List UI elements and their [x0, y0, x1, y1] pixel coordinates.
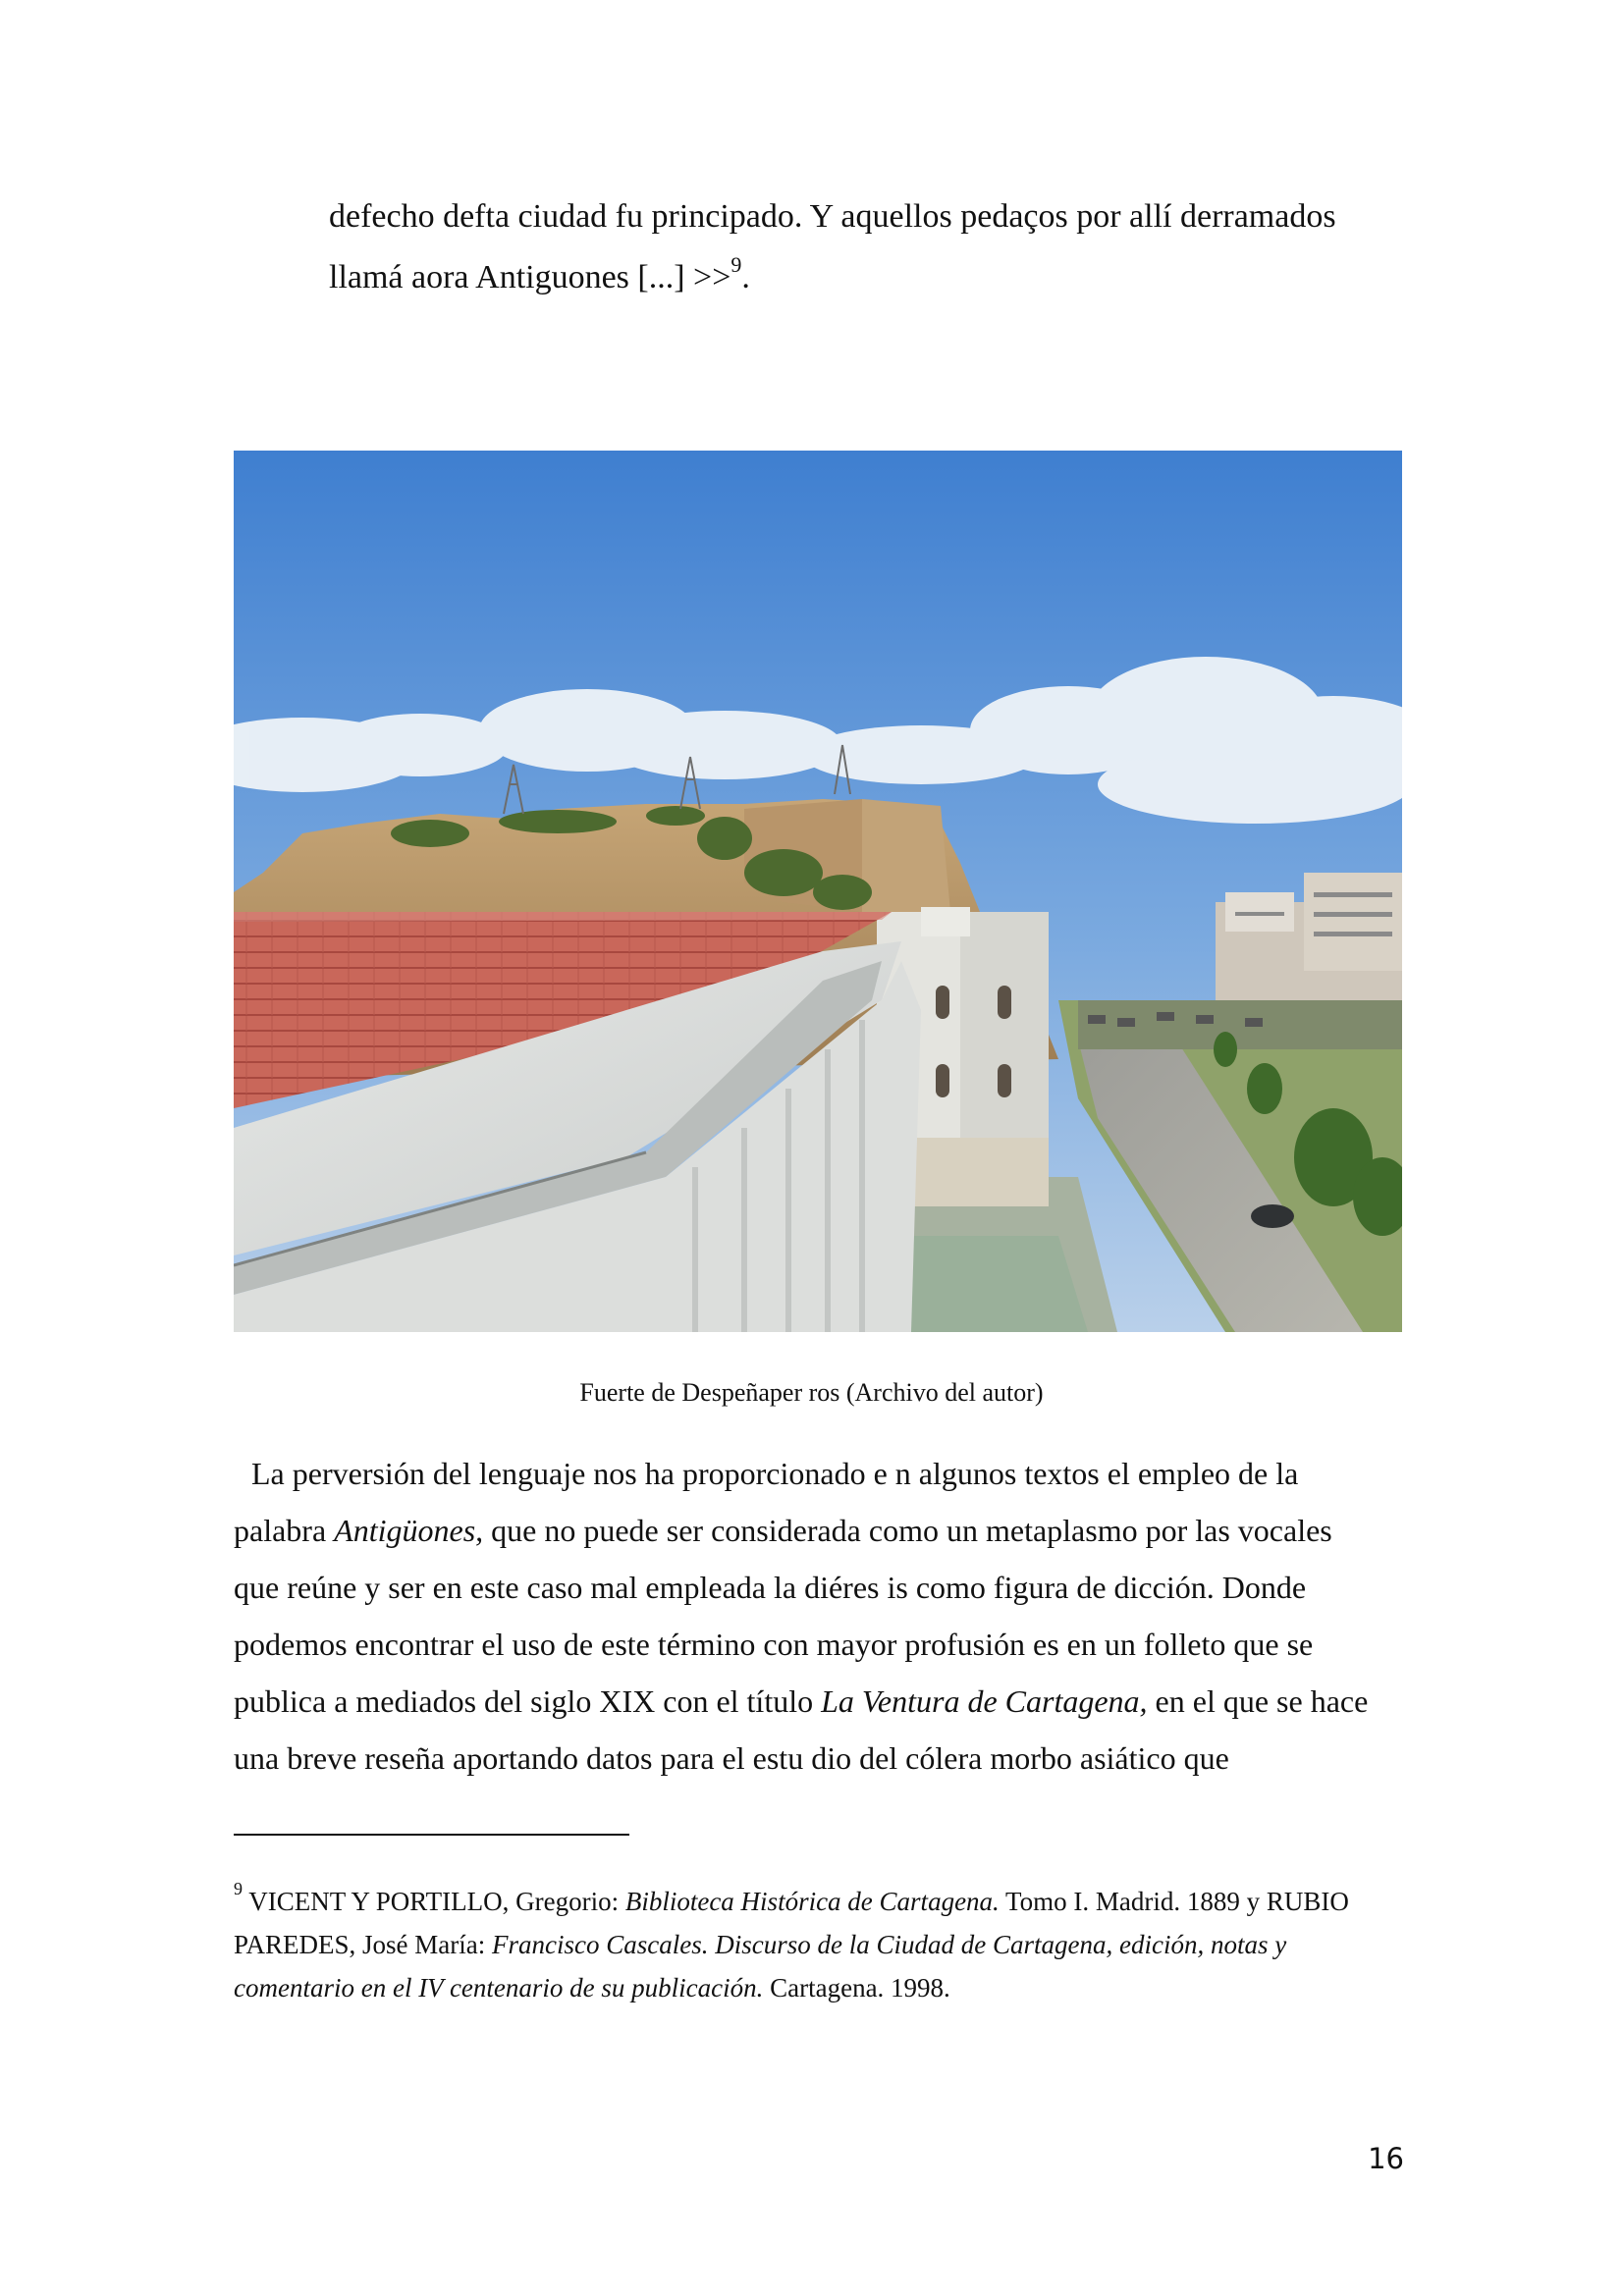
body-line-5-b: en el que se hace — [1147, 1683, 1369, 1719]
body-line-2-b: que no puede ser considerada como un metaplasmo por las vocales — [483, 1513, 1332, 1548]
quote-line-2-end: . — [741, 259, 750, 295]
body-line-1: La perversión del lenguaje nos ha proporcionado e n algunos textos el empleo de la — [251, 1456, 1299, 1491]
body-line-2 — [234, 1502, 1412, 1559]
footnote-line-2 — [234, 1923, 1412, 1966]
body-line-4: podemos encontrar el uso de este término con mayor profusión es en un folleto que se — [234, 1627, 1314, 1662]
footnote-line-3-italic: comentario en el IV centenario de su publicación. — [234, 1973, 764, 2002]
footnote-number: 9 — [234, 1879, 243, 1898]
footnote-ref-9[interactable]: 9 — [730, 251, 742, 277]
footnote-line-2-a: PAREDES, José María: — [234, 1930, 493, 1959]
quote-line-2-text: llamá aora Antiguones [...] >> — [329, 259, 731, 295]
footnote-line-1-b: Tomo I. Madrid. 1889 y RUBIO — [999, 1887, 1349, 1916]
body-line-2-a: palabra — [234, 1513, 335, 1548]
body-line-6: una breve reseña aportando datos para el estu dio del cólera morbo asiático que — [234, 1740, 1229, 1776]
footnote-9 — [234, 1880, 1412, 2009]
footnote-line-2-italic: Francisco Cascales. Discurso de la Ciudad de Cartagena, edición, notas y — [492, 1930, 1287, 1959]
footnote-line-3 — [234, 1966, 1412, 2009]
body-line-5-a: publica a mediados del siglo XIX con el título — [234, 1683, 822, 1719]
quote-line-2 — [329, 247, 1409, 308]
footnote-line-1-italic: Biblioteca Histórica de Cartagena. — [624, 1887, 1000, 1916]
footnote-line-1 — [234, 1880, 1412, 1923]
footnote-line-1-a: VICENT Y PORTILLO, Gregorio: — [243, 1887, 625, 1916]
footnote-separator — [234, 1834, 629, 1836]
page-number: 16 — [1368, 2142, 1404, 2175]
body-line-3: que reúne y ser en este caso mal empleada la diéres is como figura de dicción. Donde — [234, 1570, 1307, 1605]
fortress-photo — [234, 451, 1402, 1332]
body-paragraph — [234, 1445, 1412, 1787]
quote-line-1: defecho defta ciudad fu principado. Y aquellos pedaços por allí derramados — [329, 198, 1336, 235]
body-line-5-italic: La Ventura de Cartagena, — [821, 1683, 1148, 1719]
quote-block — [329, 187, 1409, 308]
footnote-line-3-b: Cartagena. 1998. — [763, 1973, 950, 2002]
body-line-2-italic: Antigüones, — [334, 1513, 484, 1548]
body-line-5 — [234, 1673, 1412, 1730]
figure-caption: Fuerte de Despeñaper ros (Archivo del autor) — [579, 1378, 1044, 1407]
